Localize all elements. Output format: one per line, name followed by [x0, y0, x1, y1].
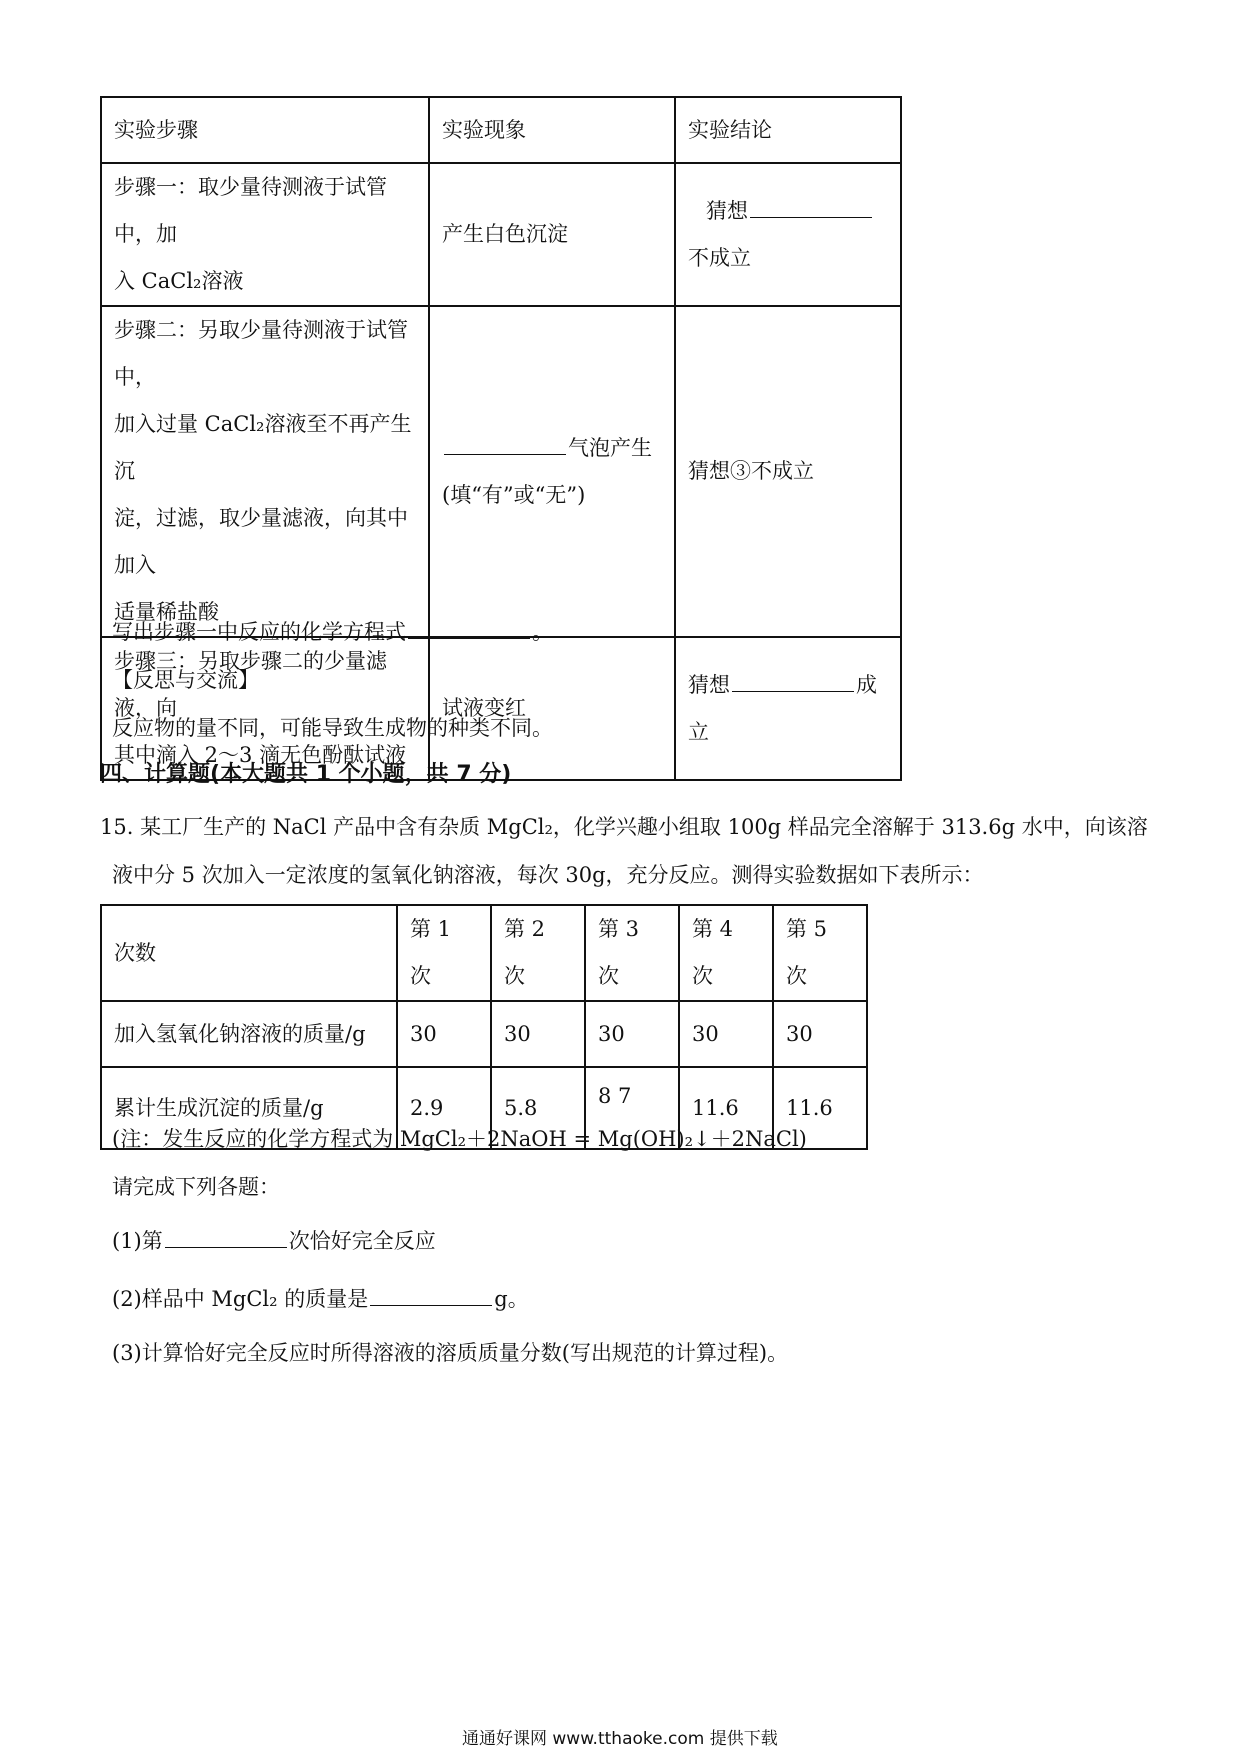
step-cell	[101, 163, 429, 306]
step-text: 步骤一：取少量待测液于试管中，加	[114, 175, 387, 246]
row-label: 累计生成沉淀的质量/g	[101, 1067, 397, 1149]
conclusion-text: 成	[856, 672, 877, 697]
reflection-title: 【反思与交流】	[112, 668, 259, 692]
step-text: 入 CaCl₂溶液	[114, 269, 244, 293]
conclusion-cell	[675, 163, 901, 306]
table-header-row	[101, 905, 867, 1001]
conclusion-text: 立	[688, 719, 709, 744]
note: (注：发生反应的化学方程式为 MgCl₂＋2NaOH = Mg(OH)₂↓＋2NaCl)	[112, 1127, 807, 1151]
table-cell: 30	[491, 1001, 585, 1067]
header-cell: 第 3 次	[585, 905, 679, 1001]
header-cell: 实验结论	[675, 97, 901, 163]
table-cell: 5.8	[491, 1067, 585, 1149]
step-text: 淀，过滤，取少量滤液，向其中加入	[114, 506, 408, 577]
conclusion-text: 不成立	[688, 245, 751, 270]
sub-question-1: (1)第 次恰好完全反应	[112, 1229, 436, 1253]
sub-question-2: (2)样品中 MgCl₂ 的质量是 g。	[112, 1287, 529, 1311]
step-text: 步骤三：另取步骤二的少量滤液，向	[114, 649, 387, 720]
table-row	[101, 1001, 867, 1067]
section-title: 四、计算题(本大题共 1 个小题，共 7 分)	[100, 762, 512, 787]
header-cell: 第 4 次	[679, 905, 773, 1001]
header-cell: 第 5 次	[773, 905, 867, 1001]
question-15-line-1: 15. 某工厂生产的 NaCl 产品中含有杂质 MgCl₂，化学兴趣小组取 100g 样品完全溶解于 313.6g 水中，向该溶	[100, 815, 1148, 839]
answer-blank[interactable]	[444, 436, 566, 455]
step-cell	[101, 306, 429, 637]
step-text: 加入过量 CaCl₂溶液至不再产生沉	[114, 412, 412, 483]
header-cell: 实验步骤	[101, 97, 429, 163]
instruction: 请完成下列各题：	[112, 1175, 280, 1199]
step-text: 步骤二：另取少量待测液于试管中，	[114, 318, 408, 389]
table-row	[101, 637, 901, 780]
phenomenon-text: 产生白色沉淀	[442, 222, 568, 246]
answer-blank[interactable]	[732, 673, 854, 692]
phenomenon-text: 气泡产生	[568, 435, 652, 460]
phenomenon-hint: (填“有”或“无”)	[442, 482, 586, 507]
header-cell: 次数	[101, 905, 397, 1001]
table-cell: 11.6	[773, 1067, 867, 1149]
reflection-body: 反应物的量不同，可能导致生成物的种类不同。	[112, 716, 553, 740]
answer-blank[interactable]	[370, 1287, 492, 1306]
phenomenon-cell	[429, 163, 675, 306]
table-cell: 30	[397, 1001, 491, 1067]
answer-blank[interactable]	[408, 620, 530, 639]
phenomenon-text: 试液变红	[442, 696, 526, 720]
step-cell	[101, 637, 429, 780]
table-cell: 8 7	[585, 1067, 679, 1149]
row-label: 加入氢氧化钠溶液的质量/g	[101, 1001, 397, 1067]
step-text: 适量稀盐酸	[114, 600, 219, 624]
answer-blank[interactable]	[165, 1229, 287, 1248]
header-cell: 实验现象	[429, 97, 675, 163]
answer-blank[interactable]	[750, 199, 872, 218]
page-footer: 通通好课网 www.tthaoke.com 提供下载	[462, 1729, 778, 1749]
conclusion-text: 猜想	[706, 198, 748, 223]
header-cell: 第 2 次	[491, 905, 585, 1001]
phenomenon-cell	[429, 637, 675, 780]
table-cell: 2.9	[397, 1067, 491, 1149]
table-row	[101, 163, 901, 306]
conclusion-cell	[675, 637, 901, 780]
table-cell: 30	[773, 1001, 867, 1067]
table-header-row	[101, 97, 901, 163]
conclusion-text: 猜想③不成立	[688, 459, 814, 483]
question-15-line-2: 液中分 5 次加入一定浓度的氢氧化钠溶液，每次 30g，充分反应。测得实验数据如下表所示：	[112, 863, 984, 887]
equation-prompt: 写出步骤一中反应的化学方程式 。	[112, 620, 553, 644]
table-cell: 11.6	[679, 1067, 773, 1149]
conclusion-cell	[675, 306, 901, 637]
conclusion-text: 猜想	[688, 672, 730, 697]
data-table	[100, 904, 868, 1150]
header-cell: 第 1 次	[397, 905, 491, 1001]
table-cell: 30	[585, 1001, 679, 1067]
step-text: 其中滴入 2～3 滴无色酚酞试液	[114, 743, 407, 767]
sub-question-3: (3)计算恰好完全反应时所得溶液的溶质质量分数(写出规范的计算过程)。	[112, 1341, 789, 1365]
phenomenon-cell	[429, 306, 675, 637]
table-cell: 30	[679, 1001, 773, 1067]
table-row	[101, 306, 901, 637]
